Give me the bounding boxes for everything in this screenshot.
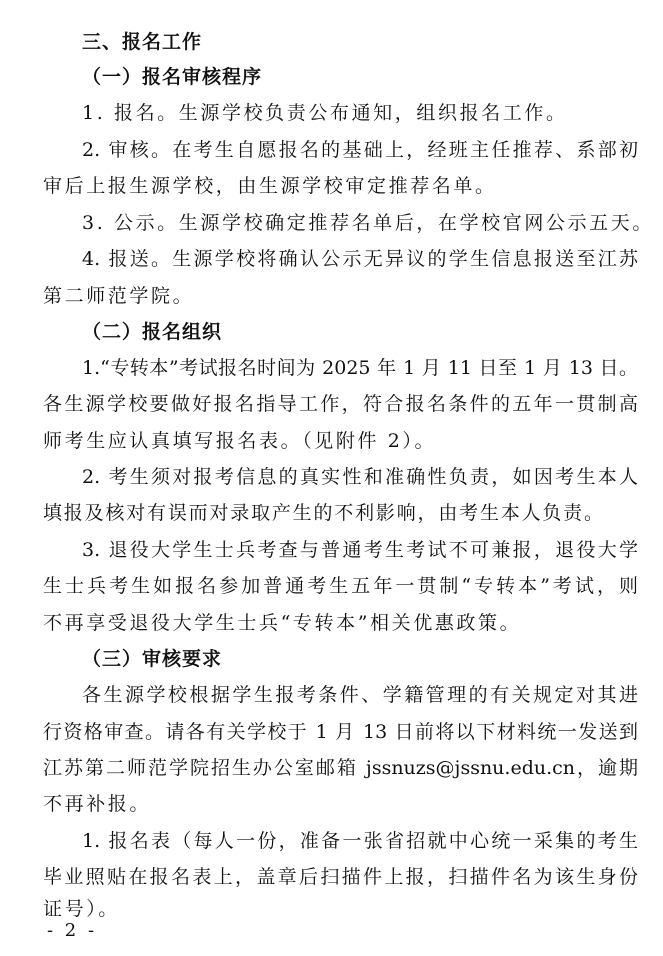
- paragraph-line: 3. 退役大学生士兵考查与普通考生考试不可兼报，退役大学: [82, 539, 638, 561]
- subsection-heading: （三）审核要求: [82, 648, 223, 670]
- paragraph-line: 不再享受退役大学生士兵“专转本”相关优惠政策。: [43, 612, 522, 634]
- subsection-heading: （二）报名组织: [82, 321, 223, 343]
- paragraph-line: 填报及核对有误而对录取产生的不利影响，由考生本人负责。: [43, 502, 603, 524]
- page-number: - 2 -: [47, 920, 98, 941]
- subsection-heading: （一）报名审核程序: [82, 66, 263, 88]
- paragraph-line: 审后上报生源学校，由生源学校审定推荐名单。: [43, 175, 497, 197]
- paragraph-line: 行资格审查。请各有关学校于 1 月 13 日前将以下材料统一发送到: [43, 721, 638, 743]
- paragraph-line: 师考生应认真填写报名表。（见附件 2）。: [43, 430, 437, 452]
- paragraph-line: 第二师范学院。: [43, 285, 195, 307]
- paragraph-line: 各生源学校根据学生报考条件、学籍管理的有关规定对其进: [82, 684, 638, 706]
- paragraph-line: 1. 报名表（每人一份，准备一张省招就中心统一采集的考生: [82, 830, 638, 852]
- paragraph-line: 证号）。: [43, 898, 120, 920]
- paragraph-line: 2. 考生须对报考信息的真实性和准确性负责，如因考生本人: [82, 466, 638, 488]
- paragraph-line: 3. 公示。生源学校确定推荐名单后，在学校官网公示五天。: [82, 212, 654, 234]
- paragraph-line: 各生源学校要做好报名指导工作，符合报名条件的五年一贯制高: [43, 393, 638, 415]
- paragraph-line: 4. 报送。生源学校将确认公示无异议的学生信息报送至江苏: [82, 248, 638, 270]
- paragraph-line: 江苏第二师范学院招生办公室邮箱 jssnuzs@jssnu.edu.cn，逾期: [43, 757, 638, 779]
- paragraph-line: 毕业照贴在报名表上，盖章后扫描件上报，扫描件名为该生身份: [43, 866, 638, 888]
- paragraph-line: 2. 审核。在考生自愿报名的基础上，经班主任推荐、系部初: [82, 139, 638, 161]
- paragraph-line: 不再补报。: [43, 793, 152, 815]
- paragraph-line: 1.“专转本”考试报名时间为 2025 年 1 月 11 日至 1 月 13 日。: [82, 357, 638, 379]
- section-heading: 三、报名工作: [82, 31, 203, 53]
- paragraph-line: 生士兵考生如报名参加普通考生五年一贯制“专转本”考试，则: [43, 575, 638, 597]
- paragraph-line: 1. 报名。生源学校负责公布通知，组织报名工作。: [82, 102, 568, 124]
